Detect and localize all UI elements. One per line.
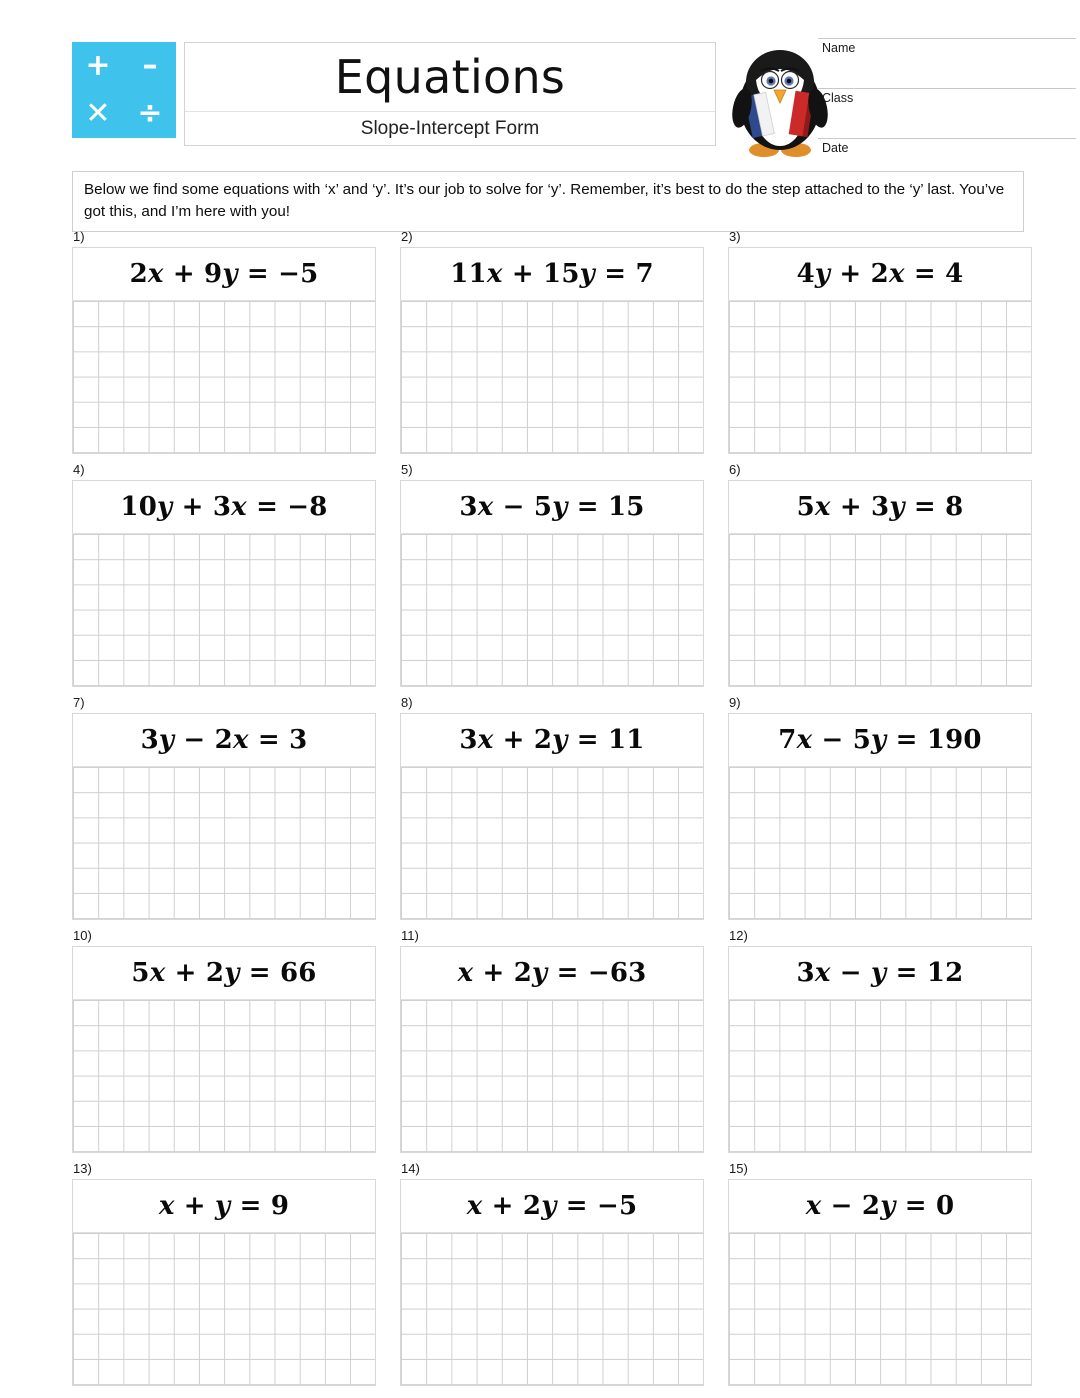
work-area-grid[interactable] [401, 301, 703, 453]
problem-number: 14) [401, 1160, 420, 1176]
title-block [184, 42, 716, 146]
equation-header [729, 947, 1031, 1000]
problem-row [72, 696, 1080, 920]
problem-item [728, 696, 1032, 920]
equation-header [73, 481, 375, 534]
equation-text: x + 2y = −5 [466, 1190, 638, 1221]
problem-number: 7) [73, 694, 85, 710]
page-subtitle: Slope-Intercept Form [185, 111, 715, 145]
problem-body [728, 713, 1032, 920]
work-area-grid[interactable] [401, 1000, 703, 1152]
problem-row [72, 230, 1080, 454]
problem-number: 10) [73, 927, 92, 943]
date-field-rule [818, 138, 1076, 139]
equation-text: 7x − 5y = 190 [778, 724, 982, 755]
problem-item [400, 1162, 704, 1386]
work-area-grid[interactable] [73, 767, 375, 919]
minus-icon: – [142, 48, 158, 83]
student-info-fields [818, 38, 1076, 163]
work-area-grid[interactable] [73, 1000, 375, 1152]
problem-item [72, 463, 376, 687]
equation-header [73, 248, 375, 301]
equation-header [401, 481, 703, 534]
plus-icon: + [85, 48, 111, 83]
problem-body [72, 247, 376, 454]
problem-item [400, 230, 704, 454]
problem-item [728, 463, 1032, 687]
instructions-box: Below we find some equations with ‘x’ and ‘y’. It’s our job to solve for ‘y’. Remember, it’s best to do the step attached to the ‘y’ last. You’ve got this, and I’m here with you! [72, 171, 1024, 232]
problem-item [400, 696, 704, 920]
equation-header [73, 1180, 375, 1233]
equation-text: 5x + 2y = 66 [131, 957, 317, 988]
problem-body [728, 247, 1032, 454]
problem-number: 13) [73, 1160, 92, 1176]
work-area-grid[interactable] [401, 767, 703, 919]
equation-text: 2x + 9y = −5 [129, 258, 319, 289]
divide-icon: ÷ [137, 96, 163, 131]
problem-item [72, 230, 376, 454]
problem-body [400, 1179, 704, 1386]
equation-text: 3x + 2y = 11 [459, 724, 645, 755]
problem-row [72, 929, 1080, 1153]
equation-header [401, 248, 703, 301]
name-field-row[interactable] [818, 38, 1076, 88]
problem-number: 11) [401, 927, 419, 943]
work-area-grid[interactable] [73, 534, 375, 686]
problem-number: 1) [73, 229, 85, 244]
name-field-rule [818, 38, 1076, 39]
problem-body [728, 946, 1032, 1153]
equation-text: 11x + 15y = 7 [450, 258, 654, 289]
work-area-grid[interactable] [729, 767, 1031, 919]
problem-item [400, 929, 704, 1153]
work-area-grid[interactable] [729, 1000, 1031, 1152]
problem-number: 6) [729, 461, 741, 477]
problem-body [728, 480, 1032, 687]
equation-text: x + y = 9 [158, 1190, 290, 1221]
problem-item [728, 230, 1032, 454]
problem-number: 3) [729, 229, 741, 244]
equation-text: 3y − 2x = 3 [140, 724, 308, 755]
work-area-grid[interactable] [729, 534, 1031, 686]
penguin-mascot [732, 42, 828, 162]
work-area-grid[interactable] [401, 1233, 703, 1385]
problem-row [72, 1162, 1080, 1386]
work-area-grid[interactable] [401, 534, 703, 686]
problem-item [72, 929, 376, 1153]
problem-number: 2) [401, 229, 413, 244]
equation-text: x + 2y = −63 [457, 957, 647, 988]
problem-number: 8) [401, 694, 413, 710]
work-area-grid[interactable] [73, 301, 375, 453]
work-area-grid[interactable] [729, 1233, 1031, 1385]
date-field-label: Date [822, 141, 849, 155]
problem-body [400, 713, 704, 920]
class-field-rule [818, 88, 1076, 89]
equation-header [401, 1180, 703, 1233]
equation-header [729, 1180, 1031, 1233]
problem-item [728, 1162, 1032, 1386]
equation-header [401, 714, 703, 767]
problem-body [72, 480, 376, 687]
problem-number: 12) [729, 927, 748, 943]
problem-body [400, 247, 704, 454]
page-title: Equations [334, 50, 566, 104]
equation-header [729, 248, 1031, 301]
problems-container [72, 230, 1080, 1395]
equation-text: 10y + 3x = −8 [120, 491, 328, 522]
class-field-row[interactable] [818, 88, 1076, 138]
problem-body [728, 1179, 1032, 1386]
equation-header [729, 481, 1031, 534]
equation-header [73, 714, 375, 767]
problem-body [72, 946, 376, 1153]
problem-body [400, 480, 704, 687]
problem-number: 4) [73, 461, 85, 477]
work-area-grid[interactable] [73, 1233, 375, 1385]
equation-text: 3x − 5y = 15 [459, 491, 645, 522]
problem-item [400, 463, 704, 687]
problem-item [72, 696, 376, 920]
problem-row [72, 463, 1080, 687]
class-field-label: Class [822, 91, 854, 105]
problem-body [72, 1179, 376, 1386]
problem-item [72, 1162, 376, 1386]
problem-number: 9) [729, 694, 741, 710]
equation-header [729, 714, 1031, 767]
math-operations-logo [72, 42, 176, 138]
equation-text: x − 2y = 0 [805, 1190, 955, 1221]
equation-header [73, 947, 375, 1000]
equation-header [401, 947, 703, 1000]
work-area-grid[interactable] [729, 301, 1031, 453]
problem-number: 15) [729, 1160, 748, 1176]
problem-item [728, 929, 1032, 1153]
problem-body [72, 713, 376, 920]
equation-text: 4y + 2x = 4 [796, 258, 964, 289]
problem-body [400, 946, 704, 1153]
name-field-label: Name [822, 41, 856, 55]
problem-number: 5) [401, 461, 413, 477]
equation-text: 5x + 3y = 8 [796, 491, 964, 522]
times-icon: ✕ [85, 96, 111, 131]
equation-text: 3x − y = 12 [796, 957, 964, 988]
